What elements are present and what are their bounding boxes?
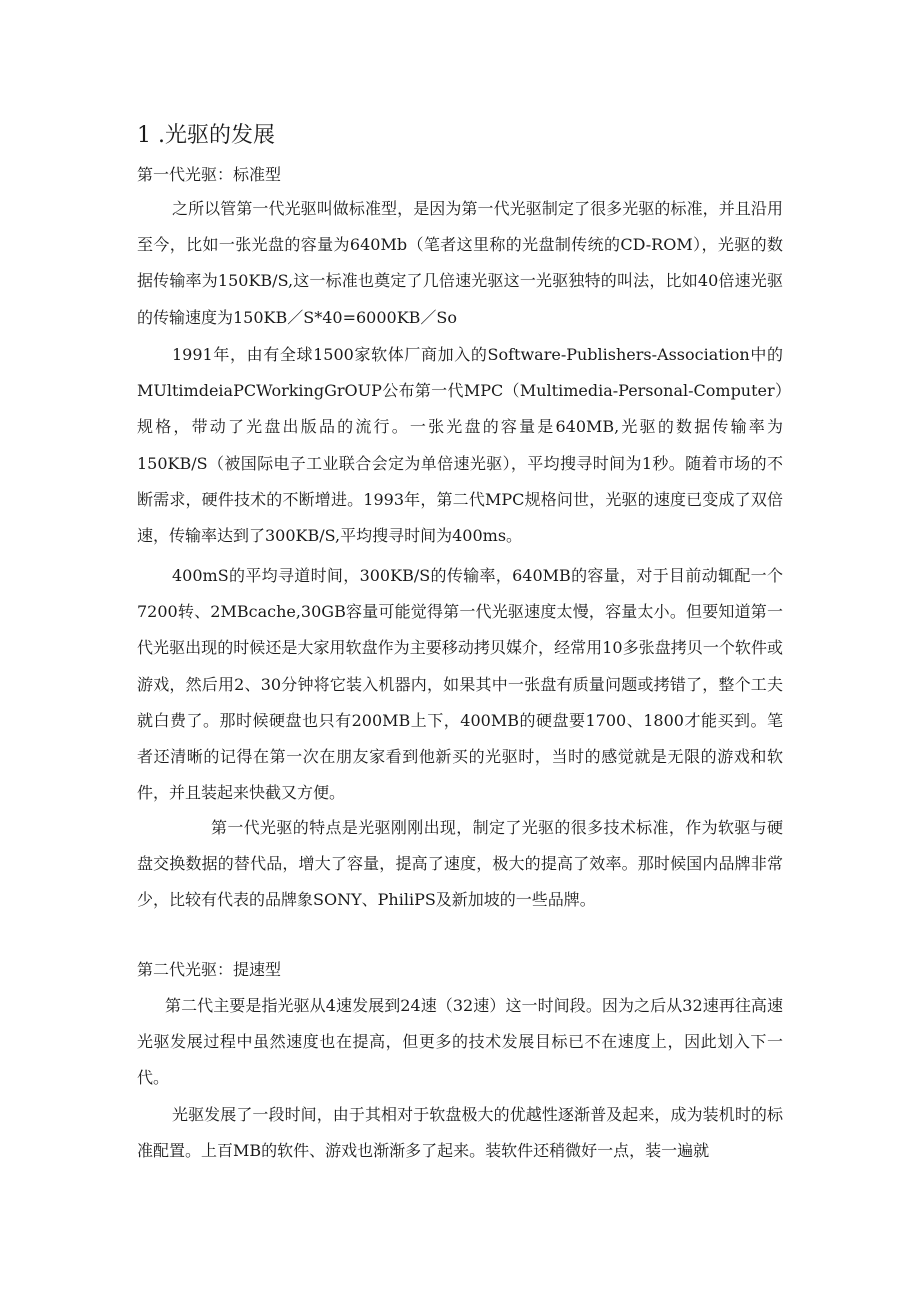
section-title: 1 .光驱的发展 (137, 123, 275, 148)
gen1-paragraph-2: 1991年，由有全球1500家软体厂商加入的Software-Publishers-Association中的MUltimdeiaPCWorkingGrOUP公布第一代MPC（Multimedia-Personal-Computer）规格，带动了光盘出版品的流行。一张光盘的容量是640MB,光驱的数据传输率为150KB/S（被国际电子工业联合会定为单倍速光驱），平均搜寻时间为1秒。随着市场的不断需求，硬件技术的不断增进。1993年，第二代MPC规格问世，光驱的速度已变成了双倍速，传输率达到了300KB/S,平均搜寻时间为400ms。 (137, 345, 783, 546)
gen1-paragraph-1: 之所以管第一代光驱叫做标准型，是因为第一代光驱制定了很多光驱的标准，并且沿用至今，比如一张光盘的容量为640Mb（笔者这里称的光盘制传统的CD-ROM），光驱的数据传输率为150KB/S,这一标准也奠定了几倍速光驱这一光驱独特的叫法，比如40倍速光驱的传输速度为150KB／S*40=6000KB／So (137, 199, 783, 327)
gen2-paragraph-2: 光驱发展了一段时间，由于其相对于软盘极大的优越性逐渐普及起来，成为装机时的标准配置。上百MB的软件、游戏也渐渐多了起来。装软件还稍微好一点，装一遍就 (137, 1105, 783, 1161)
gen1-paragraph-4: 第一代光驱的特点是光驱刚刚出现，制定了光驱的很多技术标准，作为软驱与硬盘交换数据的替代品，增大了容量，提高了速度，极大的提高了效率。那时候国内品牌非常少，比较有代表的品牌象SONY、PhiliPS及新加坡的一些品牌。 (137, 818, 783, 910)
gen1-paragraph-3: 400mS的平均寻道时间，300KB/S的传输率，640MB的容量，对于目前动辄配一个7200转、2MBcache,30GB容量可能觉得第一代光驱速度太慢，容量太小。但要知道第一代光驱出现的时候还是大家用软盘作为主要移动拷贝媒介，经常用10多张盘拷贝一个软件或游戏，然后用2、30分钟将它装入机器内，如果其中一张盘有质量问题或拷错了，整个工夫就白费了。那时候硬盘也只有200MB上下，400MB的硬盘要1700、1800才能买到。笔者还清晰的记得在第一次在朋友家看到他新买的光驱时，当时的感觉就是无限的游戏和软件，并且装起来快截又方便。 (137, 566, 783, 803)
gen2-heading: 第二代光驱：提速型 (137, 960, 282, 979)
gen2-paragraph-1: 第二代主要是指光驱从4速发展到24速（32速）这一时间段。因为之后从32速再往高速光驱发展过程中虽然速度也在提高，但更多的技术发展目标已不在速度上，因此划入下一代。 (137, 996, 783, 1088)
gen1-heading: 第一代光驱：标准型 (137, 165, 282, 184)
